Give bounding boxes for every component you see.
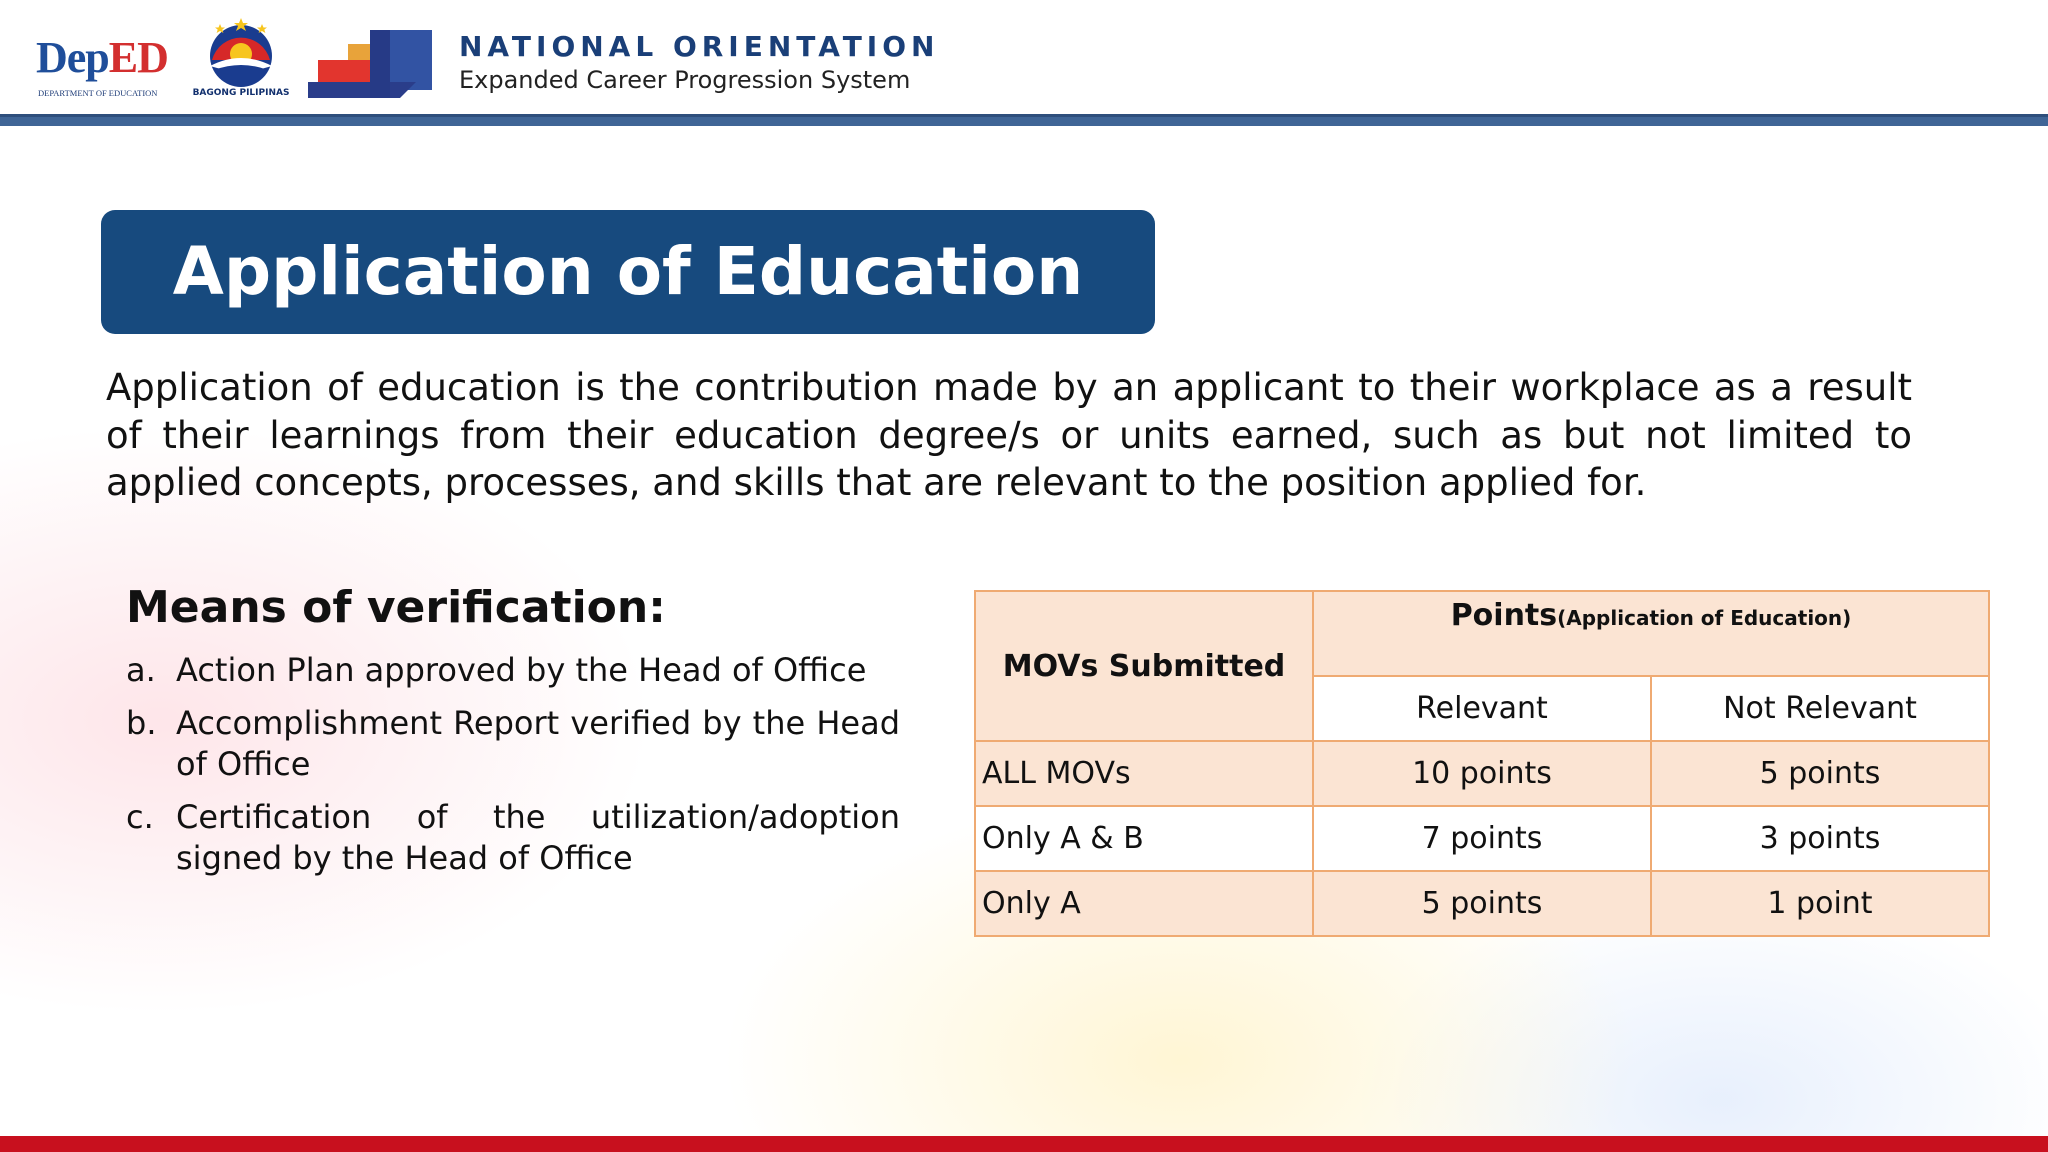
- list-item: [126, 703, 900, 785]
- bagong-pilipinas-emblem-icon: [190, 14, 292, 90]
- table-cell-not-relevant: 3 points: [1651, 806, 1989, 871]
- table-row: [975, 871, 1989, 936]
- header-divider: [0, 114, 2048, 126]
- list-marker: b.: [126, 704, 157, 742]
- table-header-relevant: Relevant: [1313, 676, 1651, 741]
- list-item: [126, 797, 900, 879]
- list-marker: a.: [126, 651, 156, 689]
- points-header-sub: (Application of Education): [1557, 606, 1852, 630]
- deped-logo: [36, 26, 184, 102]
- deped-logo-subtext: DEPARTMENT OF EDUCATION: [38, 88, 158, 98]
- list-marker: c.: [126, 798, 154, 836]
- table-cell-not-relevant: 5 points: [1651, 741, 1989, 806]
- bagong-pilipinas-logo: [190, 14, 292, 102]
- slide-header: [0, 0, 2048, 118]
- slide-title-banner: [101, 210, 1155, 334]
- ecps-logo: [308, 26, 436, 102]
- footer-bar: [0, 1136, 2048, 1152]
- bagong-pilipinas-text: BAGONG PILIPINAS: [192, 88, 290, 98]
- deped-logo-wordmark: DepED: [36, 33, 168, 82]
- points-header-label: Points: [1450, 598, 1558, 633]
- table-row: [975, 741, 1989, 806]
- table-header-points: [1313, 591, 1989, 676]
- verification-list: [126, 650, 900, 891]
- table-cell-relevant: 5 points: [1313, 871, 1651, 936]
- table-cell-relevant: 7 points: [1313, 806, 1651, 871]
- scoring-table-wrapper: [974, 590, 1990, 937]
- table-cell-relevant: 10 points: [1313, 741, 1651, 806]
- table-header-movs: MOVs Submitted: [975, 591, 1313, 741]
- list-item-text: Action Plan approved by the Head of Office: [176, 651, 867, 689]
- scoring-table: [974, 590, 1990, 937]
- verification-heading: Means of verification:: [126, 582, 666, 633]
- intro-paragraph: Application of education is the contribution made by an applicant to their workplace as a result of their learnings from their education degree/s or units earned, such as but not limited to applied concepts, processes, and skills that are relevant to the position applied for.: [106, 366, 1912, 504]
- table-cell-label: Only A: [975, 871, 1313, 936]
- table-cell-label: ALL MOVs: [975, 741, 1313, 806]
- table-cell-label: Only A & B: [975, 806, 1313, 871]
- list-item-text: Certification of the utilization/adoption signed by the Head of Office: [176, 798, 900, 877]
- list-item: [126, 650, 900, 691]
- list-item-text: Accomplishment Report verified by the Head of Office: [176, 704, 900, 783]
- table-cell-not-relevant: 1 point: [1651, 871, 1989, 936]
- table-header-not-relevant: Not Relevant: [1651, 676, 1989, 741]
- ecps-logo-icon: [308, 26, 436, 102]
- header-subtitle: Expanded Career Progression System: [459, 66, 911, 94]
- header-title: NATIONAL ORIENTATION: [459, 30, 940, 63]
- table-row: [975, 806, 1989, 871]
- slide-title: Application of Education: [172, 233, 1084, 310]
